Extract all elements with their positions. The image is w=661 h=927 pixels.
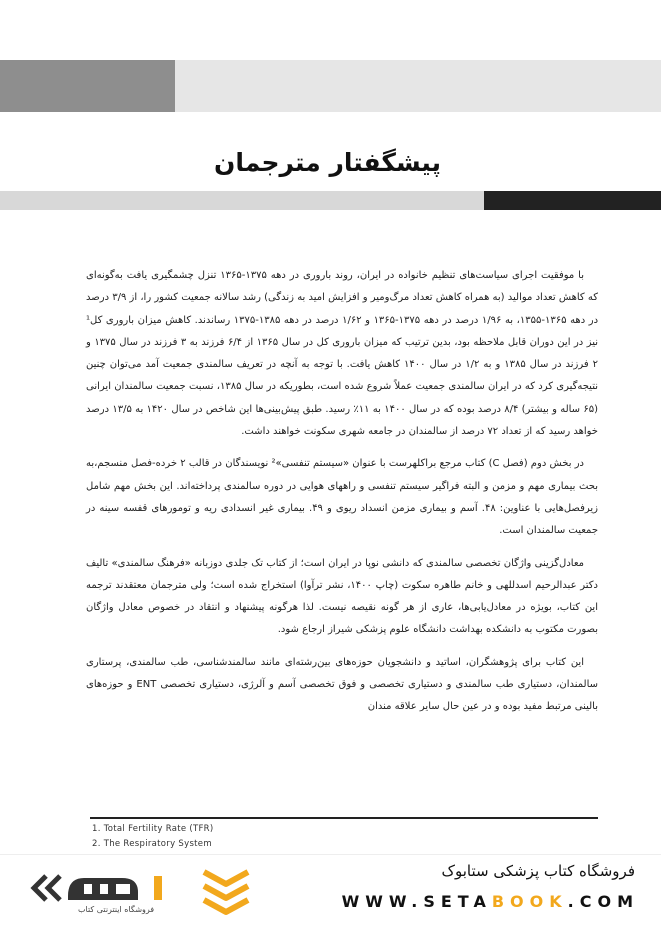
footnote-1: 1. Total Fertility Rate (TFR) [92, 824, 214, 834]
url-part-3: .COM [567, 892, 639, 911]
paragraph-1: با موفقیت اجرای سیاست‌های تنظیم خانواده در ایران، روند باروری در دهه ۱۳۷۵-۱۳۶۵ تنزل چشمگیری یافت به‌گونه‌ای که کاهش تعداد موالید (به همراه کاهش تعداد مرگ‌ومیر و افزایش امید به زندگی) رشد سالانه جمعیت کشور را، از ۳/۹ درصد در دهه ۱۳۶۵-۱۳۵۵، به ۱/۹۶ درصد در دهه ۱۳۷۵-۱۳۶۵ و ۱/۶۲ درصد در دهه ۱۳۸۵-۱۳۷۵ رساندند. کاهش میزان باروری کل¹ نیز در این دوران قابل ملاحظه بود، بدین ترتیب که میزان باروری کل در سال ۱۳۶۵ از ۶/۴ فرزند به ۳ فرزند در سال ۱۳۷۵ و ۲ فرزند در سال ۱۳۸۵ و به ۱/۲ در سال ۱۴۰۰ کاهش یافت. با توجه به آنچه در تعریف سالمندی جمعیت آمد می‌توان چنین نتیجه‌گیری کرد که در ایران سالمندی جمعیت عملاً شروع شده است، بطوریکه در سال ۱۳۸۵، نسبت جمعیت سالمندان ایرانی (۶۵ ساله و بیشتر) ۸/۴ درصد بوده که در سال ۱۴۰۰ به ۱۱٪ رسید. طبق پیش‌بینی‌ها این شاخص در سال ۱۴۲۰ به ۱۳/۵ درصد خواهد رسید که از تعداد ۷۲ درصد از سالمندان در جامعه شهری سکونت خواهند داشت. [86, 270, 599, 438]
paragraph-4: این کتاب برای پژوهشگران، اساتید و دانشجویان حوزه‌های بین‌رشته‌ای مانند سالمندشناسی، طب سالمندی، پرستاری سالمندان، دستیاری طب سالمندی و دستیاری تخصصی و فوق تخصصی آسم و آلرژی، دستیاری تخصصی ENT و حوزه‌های بالینی مرتبط مفید بوده و در عین حال سایر علاقه مندان [86, 656, 599, 713]
url-part-highlight: BOOK [491, 892, 568, 911]
header-band-accent [0, 60, 175, 112]
footnotes [92, 822, 214, 852]
logo-wordmark-icon [68, 876, 162, 900]
store-url[interactable] [342, 892, 639, 911]
body-text [86, 265, 598, 729]
footnote-rule [90, 817, 598, 819]
url-part-1: WWW.SETA [341, 892, 492, 911]
paragraph-3: معادل‌گزینی واژگان تخصصی سالمندی که دانشی نوپا در ایران است؛ از کتاب تک جلدی دوزبانه «فرهنگ سالمندی» تالیف دکتر عبدالرحیم اسدللهی و خانم طاهره سکوت (چاپ ۱۴۰۰، نشر ترآوا) استخراج شده است؛ ولی مترجمان معتقدند ترجمه این کتاب، بویژه در معادل‌یابی‌ها، عاری از هر گونه نقیصه نیست. لذا هرگونه پیشنهاد و انتقاد در خصوص معادل واژگان بصورت مکتوب به دانشکده بهداشت دانشگاه علوم پزشکی شیراز ارجاع شود. [86, 557, 599, 636]
book-stack-icon [204, 872, 248, 912]
title-underline-accent [484, 191, 661, 210]
logo-subtitle: فروشگاه اینترنتی کتاب [78, 905, 155, 914]
setabook-logo[interactable] [26, 862, 286, 920]
page-title: پیشگفتار مترجمان [214, 148, 441, 177]
footnote-2: 2. The Respiratory System [92, 839, 212, 849]
double-chevron-icon [34, 876, 60, 900]
store-name: فروشگاه کتاب پزشکی ستابوک [441, 862, 635, 880]
paragraph-2: در بخش دوم (فصل C) کتاب مرجع براکلهرست با عنوان «سیستم تنفسی»² نویسندگان در قالب ۲ خرده-فصل منسجم،به بحث بیماری مهم و مزمن و البته فراگیر سیستم تنفسی و راههای هوایی در دوره سالمندی پرداخته‌اند. این بخش مهم شامل زیرفصل‌هایی با عناوین: ۴۸. آسم و بیماری مزمن انسداد ریوی و ۴۹. بیماری غیر انسدادی ریه و تومورهای قفسه سینه در جمعیت سالمندان است. [86, 458, 598, 537]
